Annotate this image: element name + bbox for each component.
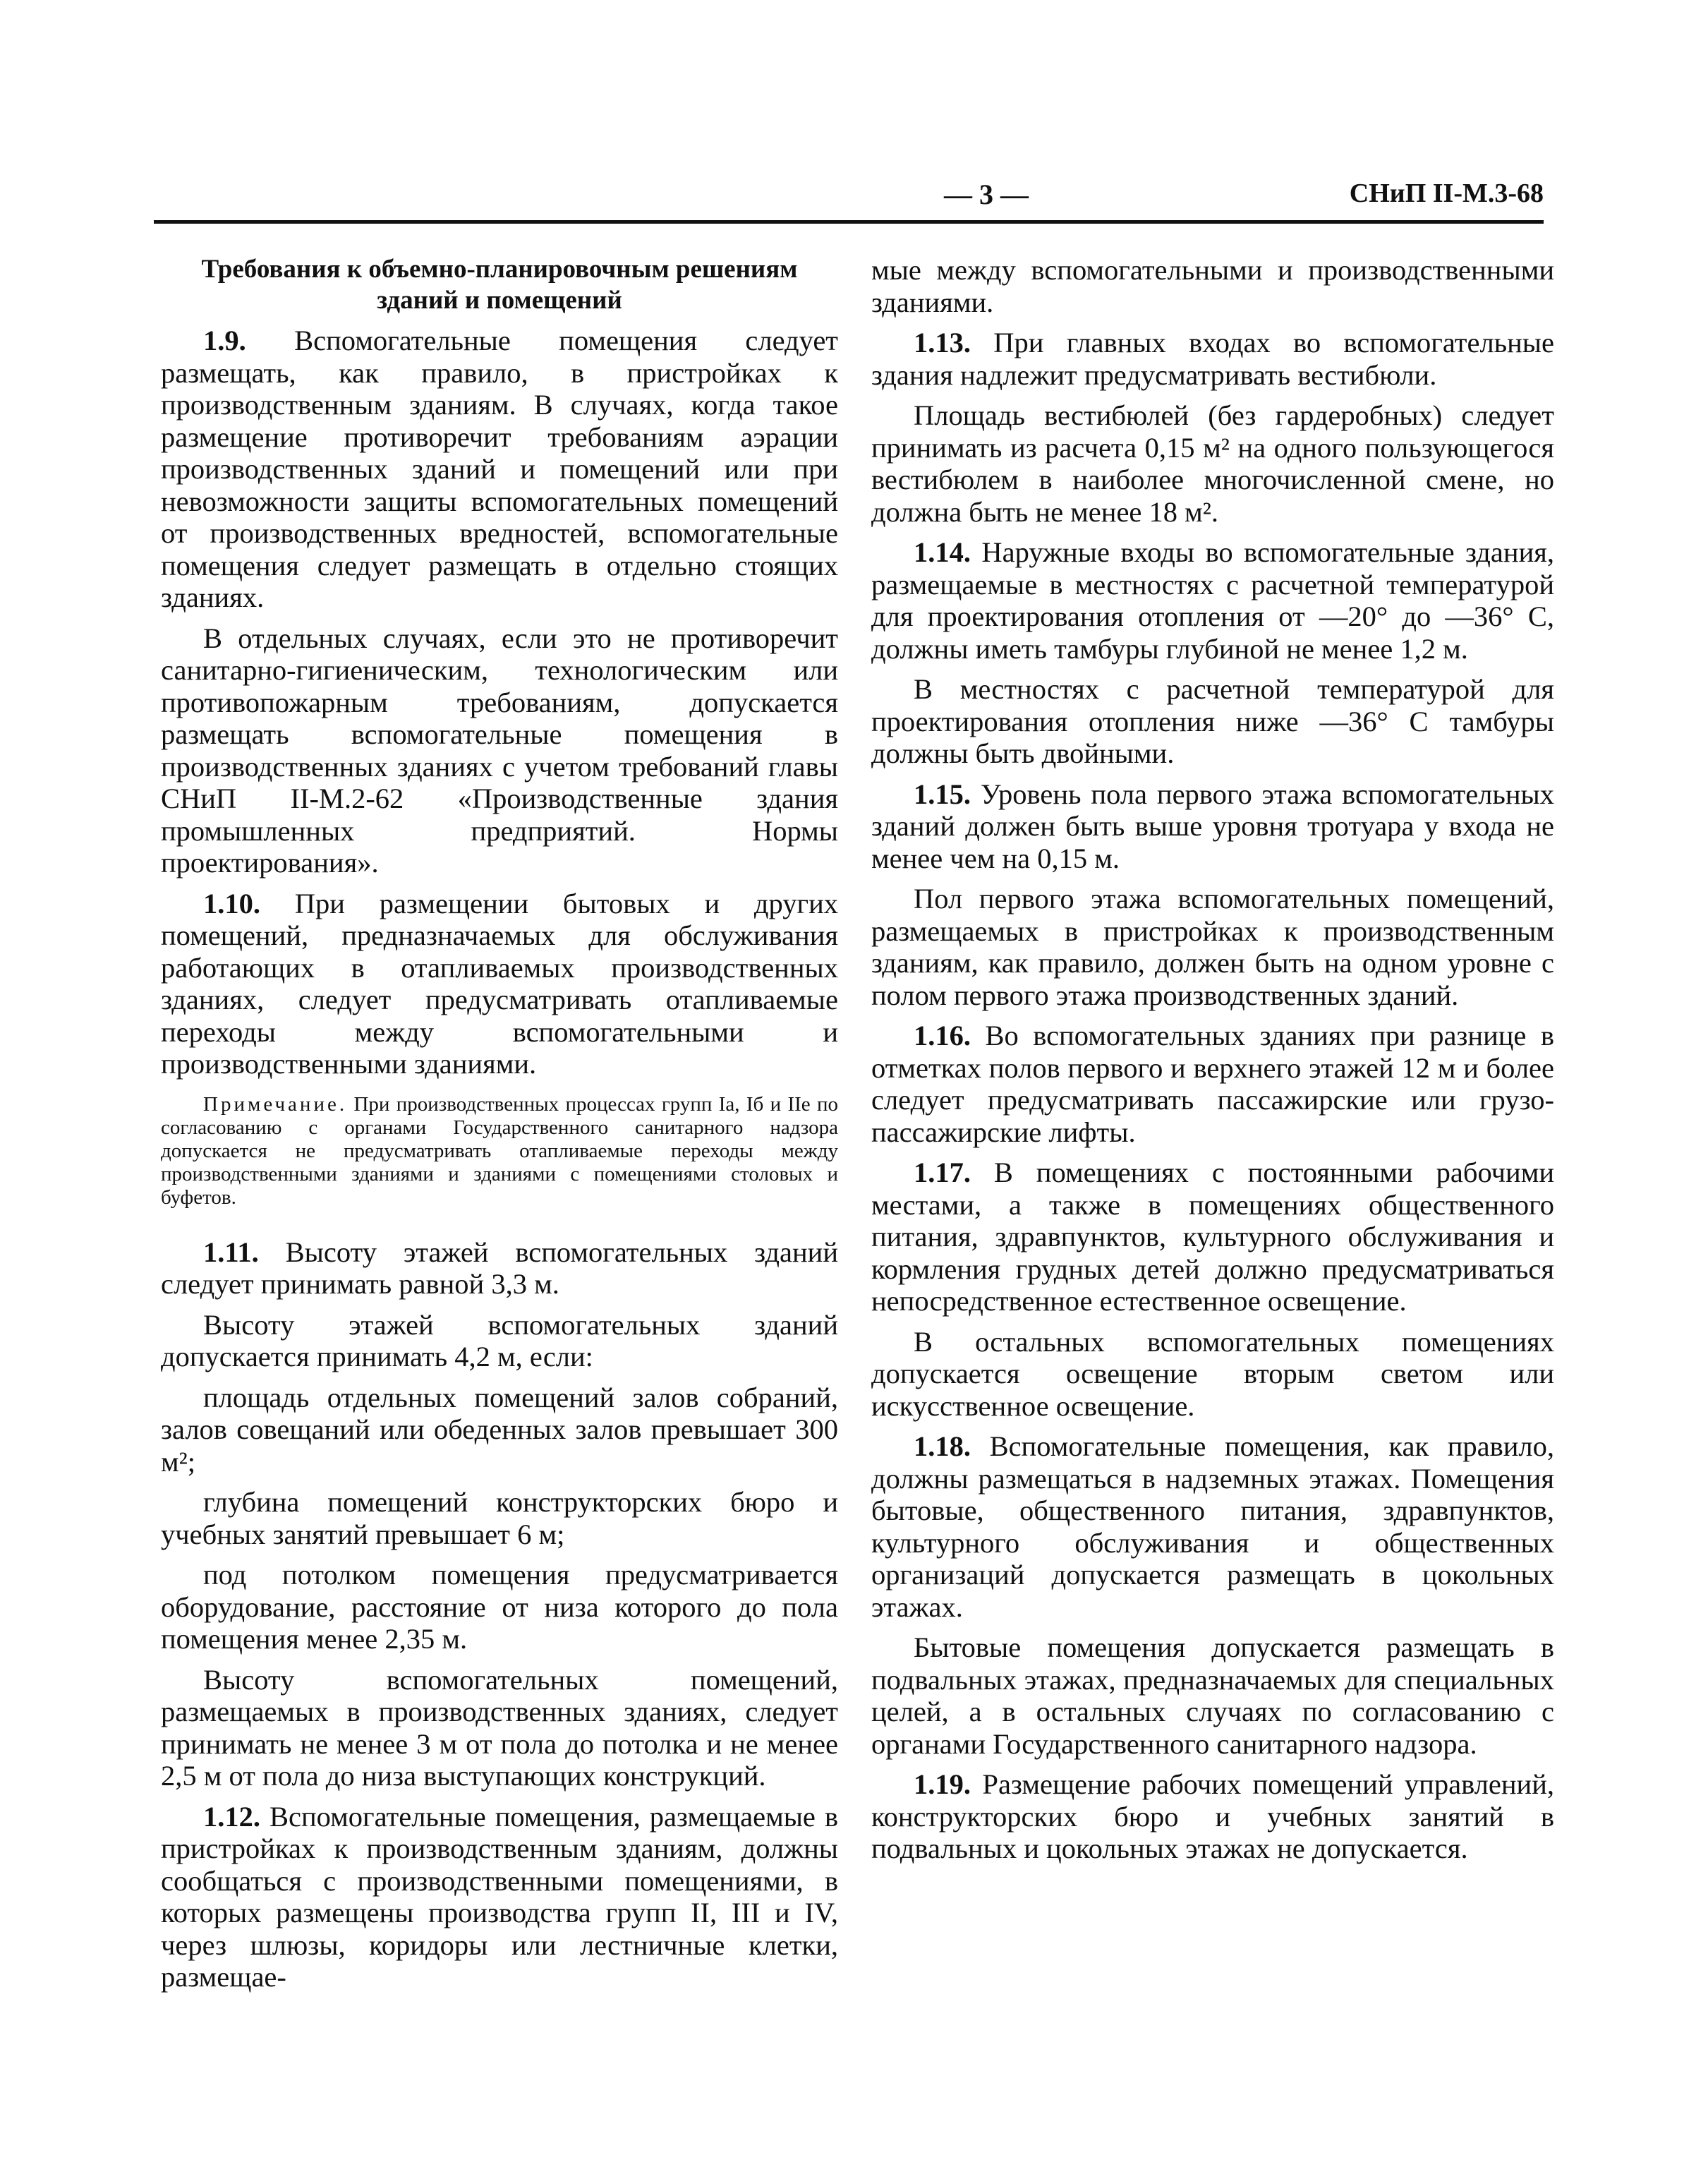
paragraph-1-19: [871, 1768, 1554, 1865]
paragraph-1-18: [871, 1430, 1554, 1623]
page-number: — 3 —: [944, 179, 1029, 210]
clause-number: 1.16.: [914, 1020, 971, 1051]
paragraph-text: Размещение рабочих помещений управлений, конструкторских бюро и учебных занятий в подвальных и цокольных этажах не допускается.: [871, 1768, 1555, 1864]
paragraph-1-14: [871, 536, 1554, 665]
clause-number: 1.9.: [203, 325, 246, 356]
paragraph-text: Вспомогательные помещения, как правило, должны размещаться в надземных этажах. Помещения бытовые, общественного питания, здравпунктов, культурного обслуживания и общественных организаций допускается размещать в цокольных этажах.: [871, 1430, 1555, 1623]
paragraph-text: Во вспомогательных зданиях при разнице в отметках полов первого и верхнего этажей 12 м и более следует предусматривать пассажирские или грузо-пассажирские лифты.: [871, 1020, 1555, 1148]
clause-number: 1.13.: [914, 327, 971, 358]
paragraph-1-13: [871, 327, 1554, 391]
header-rule: [154, 220, 1544, 224]
paragraph-1-9: [161, 325, 838, 614]
section-title: Требования к объемно-планировочным решениям зданий и помещений: [201, 255, 798, 315]
document-code: СНиП II-М.3-68: [1349, 179, 1544, 208]
paragraph-1-9-b: В отдельных случаях, если это не противоречит санитарно-гигиеническим, технологическим или противопожарным требованиям, допускается размещать вспомогательные помещения в производственных зданиях с учетом требований главы СНиП II-М.2-62 «Производственные здания промышленных предприятий. Нормы проектирования».: [161, 622, 838, 879]
clause-number: 1.11.: [203, 1236, 259, 1268]
paragraph-1-16: [871, 1020, 1554, 1148]
clause-number: 1.18.: [914, 1430, 971, 1462]
paragraph-continuation: мые между вспомогательными и производственными зданиями.: [871, 254, 1554, 318]
note-text: При производственных процессах групп Iа, Iб и IIе по согласованию с органами Государственного санитарного надзора допускается не предусматривать отапливаемые переходы между производственными зданиями и зданиями с помещениями столовых и буфетов.: [161, 1092, 839, 1209]
paragraph-1-17: [871, 1157, 1554, 1317]
paragraph-text: Высоту этажей вспомогательных зданий следует принимать равной 3,3 м.: [161, 1236, 839, 1300]
note-label: Примечание.: [203, 1092, 348, 1116]
paragraph-1-11-c: площадь отдельных помещений залов собраний, залов совещаний или обеденных залов превышает 300 м²;: [161, 1381, 838, 1478]
clause-number: 1.10.: [203, 887, 260, 919]
clause-number: 1.19.: [914, 1768, 971, 1800]
paragraph-text: В помещениях с постоянными рабочими местами, а также в помещениях общественного питания, здравпунктов, культурного обслуживания и кормления грудных детей должно предусматриваться непосредственное естественное освещение.: [871, 1157, 1554, 1317]
paragraph-1-11: [161, 1236, 838, 1300]
paragraph-1-11-e: под потолком помещения предусматривается оборудование, расстояние от низа которого до пола помещения менее 2,35 м.: [161, 1559, 838, 1655]
paragraph-text: При главных входах во вспомогательные здания надлежит предусматривать вестибюли.: [871, 327, 1554, 391]
left-column: [161, 254, 838, 2002]
paragraph-1-18-b: Бытовые помещения допускается размещать в подвальных этажах, предназначаемых для специальных целей, а в остальных случаях по согласованию с органами Государственного санитарного надзора.: [871, 1631, 1554, 1760]
paragraph-text: Вспомогательные помещения, размещаемые в пристройках к производственным зданиям, должны сообщаться с производственными помещениями, в которых размещены производства групп II, III и IV, через шлюзы, коридоры или лестничные клетки, размещае-: [161, 1800, 838, 1993]
paragraph-1-17-b: В остальных вспомогательных помещениях допускается освещение вторым светом или искусственное освещение.: [871, 1325, 1554, 1422]
paragraph-1-10: [161, 888, 838, 1080]
clause-number: 1.12.: [203, 1800, 260, 1833]
clause-number: 1.15.: [914, 778, 971, 810]
clause-number: 1.17.: [914, 1157, 971, 1188]
paragraph-text: При размещении бытовых и других помещений, предназначаемых для обслуживания работающих в отапливаемых производственных зданиях, следует предусматривать отапливаемые переходы между вспомогательными и производственными зданиями.: [161, 887, 838, 1080]
paragraph-1-11-d: глубина помещений конструкторских бюро и учебных занятий превышает 6 м;: [161, 1486, 838, 1550]
note: [161, 1093, 838, 1209]
page-header: [154, 178, 1544, 220]
paragraph-1-11-f: Высоту вспомогательных помещений, размещаемых в производственных зданиях, следует принимать не менее 3 м от пола до потолка и не менее 2,5 м от пола до низа выступающих конструкций.: [161, 1663, 838, 1792]
paragraph-text: Наружные входы во вспомогательные здания, размещаемые в местностях с расчетной температурой для проектирования отопления от —20° до —36° С, должны иметь тамбуры глубиной не менее 1,2 м.: [871, 536, 1554, 665]
paragraph-1-15-b: Пол первого этажа вспомогательных помещений, размещаемых в пристройках к производственным зданиям, как правило, должен быть на одном уровне с полом первого этажа производственных зданий.: [871, 883, 1554, 1011]
right-column: [871, 254, 1554, 1873]
paragraph-1-12: [161, 1801, 838, 1993]
paragraph-1-15: [871, 778, 1554, 875]
clause-number: 1.14.: [914, 536, 971, 568]
paragraph-1-14-b: В местностях с расчетной температурой для проектирования отопления ниже —36° С тамбуры должны быть двойными.: [871, 673, 1554, 769]
paragraph-1-13-b: Площадь вестибюлей (без гардеробных) следует принимать из расчета 0,15 м² на одного пользующегося вестибюлем в наиболее многочисленной смене, но должна быть не менее 18 м².: [871, 399, 1554, 528]
paragraph-text: Вспомогательные помещения следует размещать, как правило, в пристройках к производственным зданиям. В случаях, когда такое размещение противоречит требованиям аэрации производственных зданий и помещений или при невозможности защиты вспомогательных помещений от производственных вредностей, вспомогательные помещения следует размещать в отдельно стоящих зданиях.: [161, 325, 839, 613]
paragraph-1-11-b: Высоту этажей вспомогательных зданий допускается принимать 4,2 м, если:: [161, 1308, 838, 1372]
paragraph-text: Уровень пола первого этажа вспомогательных зданий должен быть выше уровня тротуара у входа не менее чем на 0,15 м.: [871, 778, 1554, 874]
